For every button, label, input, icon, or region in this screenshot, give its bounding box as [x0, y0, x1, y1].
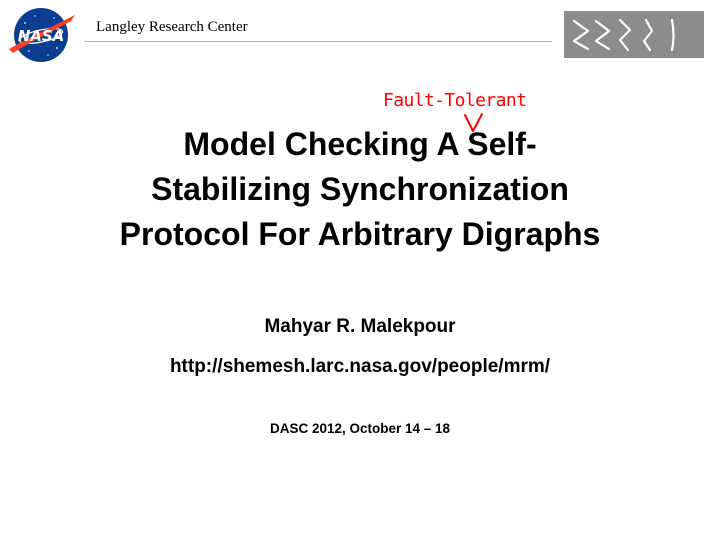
ssssi-badge: [564, 11, 704, 58]
center-name: Langley Research Center: [96, 19, 248, 35]
nasa-logo: [5, 5, 77, 65]
nasa-logo-text: NASA: [17, 27, 65, 45]
header-divider: [84, 41, 552, 42]
insertion-annotation: Fault-Tolerant: [383, 90, 527, 111]
title-line-3: Protocol For Arbitrary Digraphs: [119, 216, 601, 252]
author-name: Mahyar R. Malekpour: [264, 316, 456, 337]
slide-title: [40, 122, 680, 257]
title-line-1: Model Checking A Self-: [183, 126, 537, 162]
title-line-2: Stabilizing Synchronization: [151, 171, 569, 207]
author-url: http://shemesh.larc.nasa.gov/people/mrm/: [169, 356, 551, 377]
conference-date: DASC 2012, October 14 – 18: [269, 421, 451, 436]
